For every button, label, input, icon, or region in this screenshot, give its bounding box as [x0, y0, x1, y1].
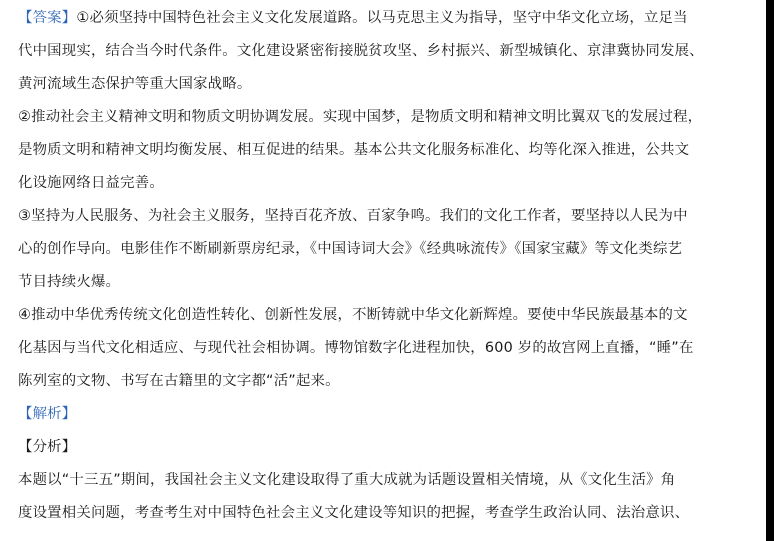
answer-line-2: 代中国现实，结合当今时代条件。文化建设紧密衔接脱贫攻坚、乡村振兴、新型城镇化、京津冀协同发展、: [18, 43, 704, 59]
scrollbar[interactable]: [766, 0, 774, 541]
analysis-tag: 【解析】: [18, 406, 77, 422]
answer-line-8: 心的创作导向。电影佳作不断刷新票房纪录，《中国诗词大会》《经典咏流传》《国家宝藏》等文化类综艺: [18, 241, 683, 257]
answer-line-12: 陈列室的文物、书写在古籍里的文字都“活”起来。: [18, 373, 340, 389]
answer-line-6: 化设施网络日益完善。: [18, 175, 164, 191]
answer-line-10: ④推动中华优秀传统文化创造性转化、创新性发展，不断铸就中华文化新辉煌。要使中华民族最基本的文: [18, 307, 688, 323]
answer-line-7: ③坚持为人民服务、为社会主义服务，坚持百花齐放、百家争鸣。我们的文化工作者，要坚持以人民为中: [18, 208, 688, 224]
answer-tag: 【答案】: [18, 10, 77, 26]
fenxi-tag: 【分析】: [18, 439, 77, 455]
answer-line-1: 【答案】①必须坚持中国特色社会主义文化发展道路。以马克思主义为指导，坚守中华文化立场，立足当: [18, 10, 688, 26]
answer-line-3: 黄河流域生态保护等重大国家战略。: [18, 76, 252, 92]
answer-line-9: 节目持续火爆。: [18, 274, 121, 290]
answer-line-5: 是物质文明和精神文明均衡发展、相互促进的结果。基本公共文化服务标准化、均等化深入推进，公共文: [18, 142, 690, 158]
answer-line-4: ②推动社会主义精神文明和物质文明协调发展。实现中国梦，是物质文明和精神文明比翼双飞的发展过程，: [18, 109, 703, 125]
analysis-line-1: 本题以“十三五”期间，我国社会主义文化建设取得了重大成就为话题设置相关情境，从《文化生活》角: [18, 472, 676, 488]
answer-line-11: 化基因与当代文化相适应、与现代社会相协调。博物馆数字化进程加快，600 岁的故宫网上直播，“睡”在: [18, 340, 694, 356]
analysis-line-2: 度设置相关问题，考查考生对中国特色社会主义文化建设等知识的把握，考查学生政治认同、法治意识、: [18, 505, 690, 521]
